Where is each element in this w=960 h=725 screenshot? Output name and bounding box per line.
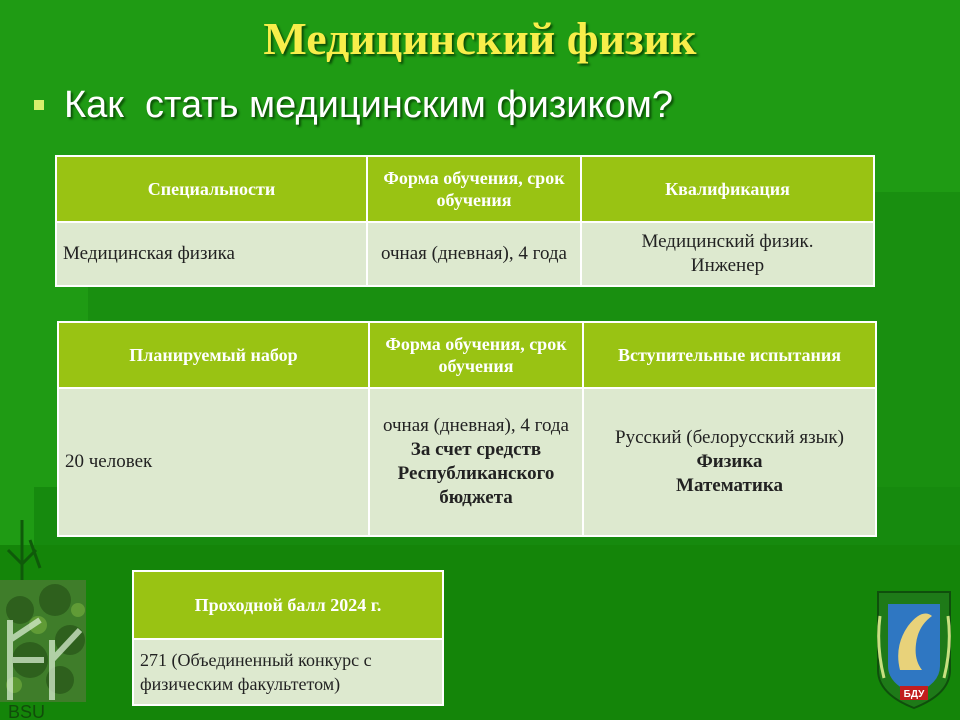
header-passing-score: Проходной балл 2024 г. bbox=[133, 571, 443, 639]
exam-item: Математика bbox=[676, 475, 783, 496]
funding-text: За счет средств Республиканского бюджета bbox=[397, 439, 555, 508]
exam-item: Русский (белорусский язык) bbox=[615, 427, 844, 448]
header-form: Форма обучения, срок обучения bbox=[367, 156, 581, 222]
cell-exams bbox=[583, 388, 876, 536]
specialty-table bbox=[55, 155, 875, 287]
bsu-faculty-logo bbox=[0, 520, 88, 720]
qualification-line: Инженер bbox=[690, 255, 765, 276]
header-qualification: Квалификация bbox=[581, 156, 874, 222]
cell-enrollment: 20 человек bbox=[58, 388, 369, 536]
bsu-logo-text: BSU bbox=[8, 702, 46, 720]
cell-passing-score: 271 (Объединенный конкурс с физическим факультетом) bbox=[133, 639, 443, 705]
emblem-text: БДУ bbox=[903, 689, 925, 700]
passing-score-table bbox=[132, 570, 444, 706]
form-line: очная (дневная), 4 года bbox=[382, 415, 569, 436]
header-enrollment: Планируемый набор bbox=[58, 322, 369, 388]
qualification-line: Медицинский физик. bbox=[641, 231, 814, 252]
cell-specialty: Медицинская физика bbox=[56, 222, 367, 286]
cell-form: очная (дневная), 4 года bbox=[367, 222, 581, 286]
bsu-emblem-logo bbox=[872, 586, 956, 710]
admission-table bbox=[57, 321, 877, 537]
header-form: Форма обучения, срок обучения bbox=[369, 322, 583, 388]
slide-title: Медицинский физик bbox=[263, 13, 697, 64]
slide-subtitle: Как стать медицинским физиком? bbox=[64, 84, 673, 126]
header-exams: Вступительные испытания bbox=[583, 322, 876, 388]
cell-qualification bbox=[581, 222, 874, 286]
cell-form bbox=[369, 388, 583, 536]
header-specialty: Специальности bbox=[56, 156, 367, 222]
exam-item: Физика bbox=[696, 451, 763, 472]
bullet-square-icon bbox=[34, 100, 44, 110]
